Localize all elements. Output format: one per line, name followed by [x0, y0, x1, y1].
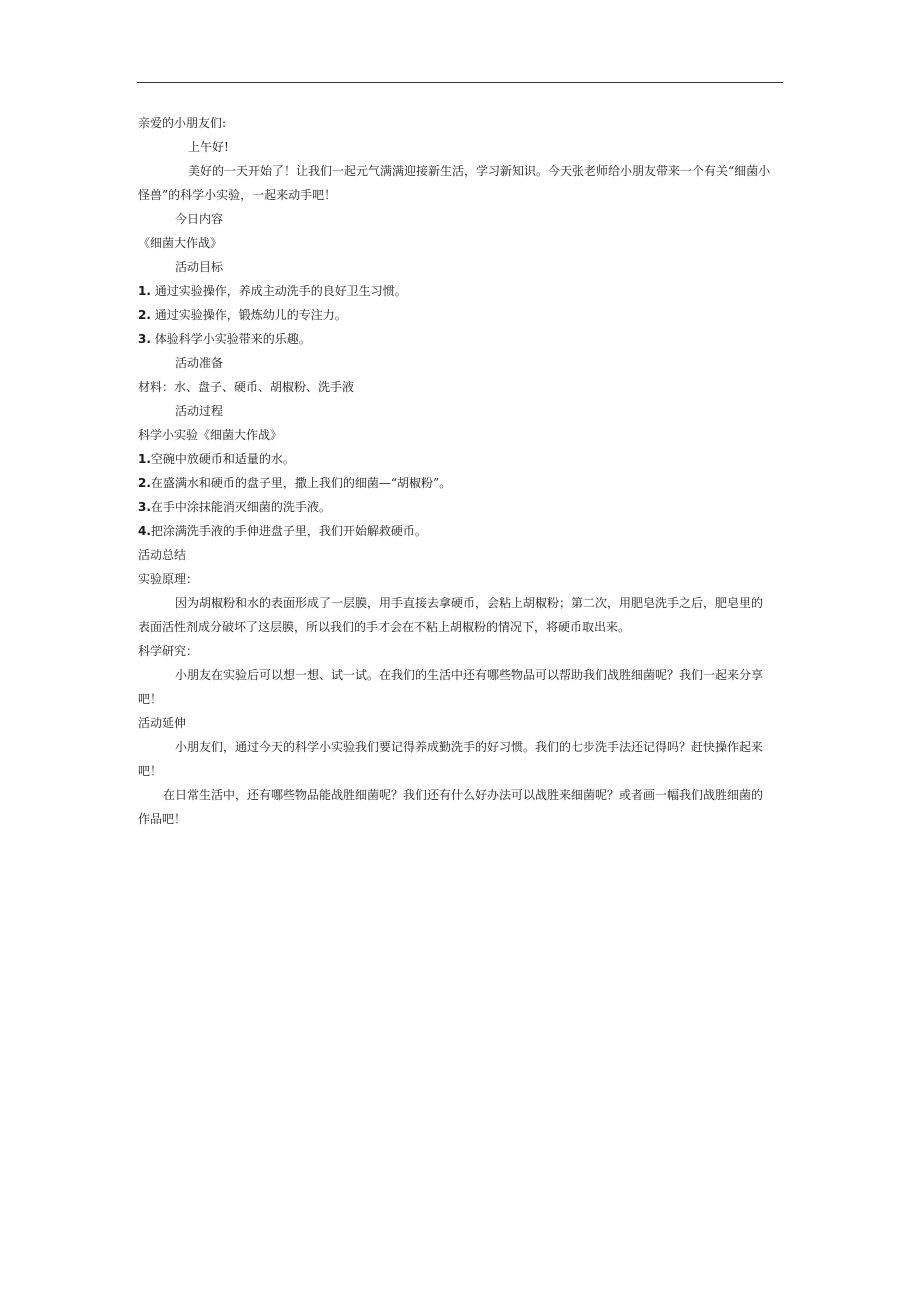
intro-line-1: 美好的一天开始了！让我们一起元气满满迎接新生活，学习新知识。今天张老师给小朋友带来一个有关“细菌小: [188, 164, 771, 178]
today-title: 《细菌大作战》: [138, 236, 223, 250]
principle-paragraph: [138, 591, 784, 639]
hello-line: 上午好!: [188, 140, 229, 154]
extension-p1-line-1: 小朋友们，通过今天的科学小实验我们要记得养成勤洗手的好习惯。我们的七步洗手法还记得吗？赶快操作起来: [175, 740, 764, 754]
today-heading: 今日内容: [175, 212, 224, 226]
goal-num-3: 3.: [138, 332, 151, 346]
process-step-4: [138, 519, 784, 543]
step-text-1: 空碗中放硬币和适量的水。: [150, 452, 295, 466]
principle-line-2: 表面活性剂成分破坏了这层膜，所以我们的手才会在不粘上胡椒粉的情况下，将硬币取出来。: [138, 620, 631, 634]
process-step-3: [138, 495, 784, 519]
process-heading: 活动过程: [175, 404, 224, 418]
research-label: 科学研究：: [138, 644, 199, 658]
extension-heading: 活动延伸: [138, 716, 187, 730]
goals-heading: 活动目标: [175, 260, 224, 274]
principle-line-1: 因为胡椒粉和水的表面形成了一层膜，用手直接去拿硬币，会粘上胡椒粉；第二次，用肥皂洗手之后，肥皂里的: [175, 596, 764, 610]
step-num-3: 3.: [138, 500, 151, 514]
summary-heading: 活动总结: [138, 548, 187, 562]
document-body: [138, 111, 784, 831]
goal-text-1: 通过实验操作，养成主动洗手的良好卫生习惯。: [154, 284, 407, 298]
principle-label: 实验原理：: [138, 572, 199, 586]
process-subtitle: 科学小实验《细菌大作战》: [138, 428, 283, 442]
prep-materials: 材料：水、盘子、硬币、胡椒粉、洗手液: [138, 380, 355, 394]
extension-p2-line-2: 作品吧！: [138, 812, 187, 826]
process-step-2: [138, 471, 784, 495]
extension-paragraph-1: [138, 735, 784, 783]
goal-num-2: 2.: [138, 308, 151, 322]
prep-heading: 活动准备: [175, 356, 224, 370]
step-num-1: 1.: [138, 452, 151, 466]
extension-p2-line-1: 在日常生活中，还有哪些物品能战胜细菌呢？我们还有什么好办法可以战胜来细菌呢？或者画一幅我们战胜细菌的: [163, 788, 764, 802]
goal-text-3: 体验科学小实验带来的乐趣。: [154, 332, 311, 346]
extension-paragraph-2: [138, 783, 784, 831]
header-rule: [137, 82, 783, 83]
intro-paragraph: [138, 159, 784, 207]
goal-num-1: 1.: [138, 284, 151, 298]
greeting: 亲爱的小朋友们:: [138, 116, 227, 130]
research-line-2: 吧！: [138, 692, 163, 706]
step-num-2: 2.: [138, 476, 151, 490]
intro-line-2: 怪兽”的科学小实验，一起来动手吧！: [138, 188, 337, 202]
goal-item-2: [138, 303, 784, 327]
process-step-1: [138, 447, 784, 471]
extension-p1-line-2: 吧！: [138, 764, 163, 778]
step-text-4: 把涂满洗手液的手伸进盘子里，我们开始解救硬币。: [150, 524, 427, 538]
research-paragraph: [138, 663, 784, 711]
research-line-1: 小朋友在实验后可以想一想、试一试。在我们的生活中还有哪些物品可以帮助我们战胜细菌呢？我们一起来分享: [175, 668, 764, 682]
step-num-4: 4.: [138, 524, 151, 538]
goal-item-3: [138, 327, 784, 351]
goal-text-2: 通过实验操作，锻炼幼儿的专注力。: [154, 308, 347, 322]
step-text-2: 在盛满水和硬币的盘子里，撒上我们的细菌—“胡椒粉”。: [150, 476, 452, 490]
goal-item-1: [138, 279, 784, 303]
step-text-3: 在手中涂抹能消灭细菌的洗手液。: [150, 500, 331, 514]
